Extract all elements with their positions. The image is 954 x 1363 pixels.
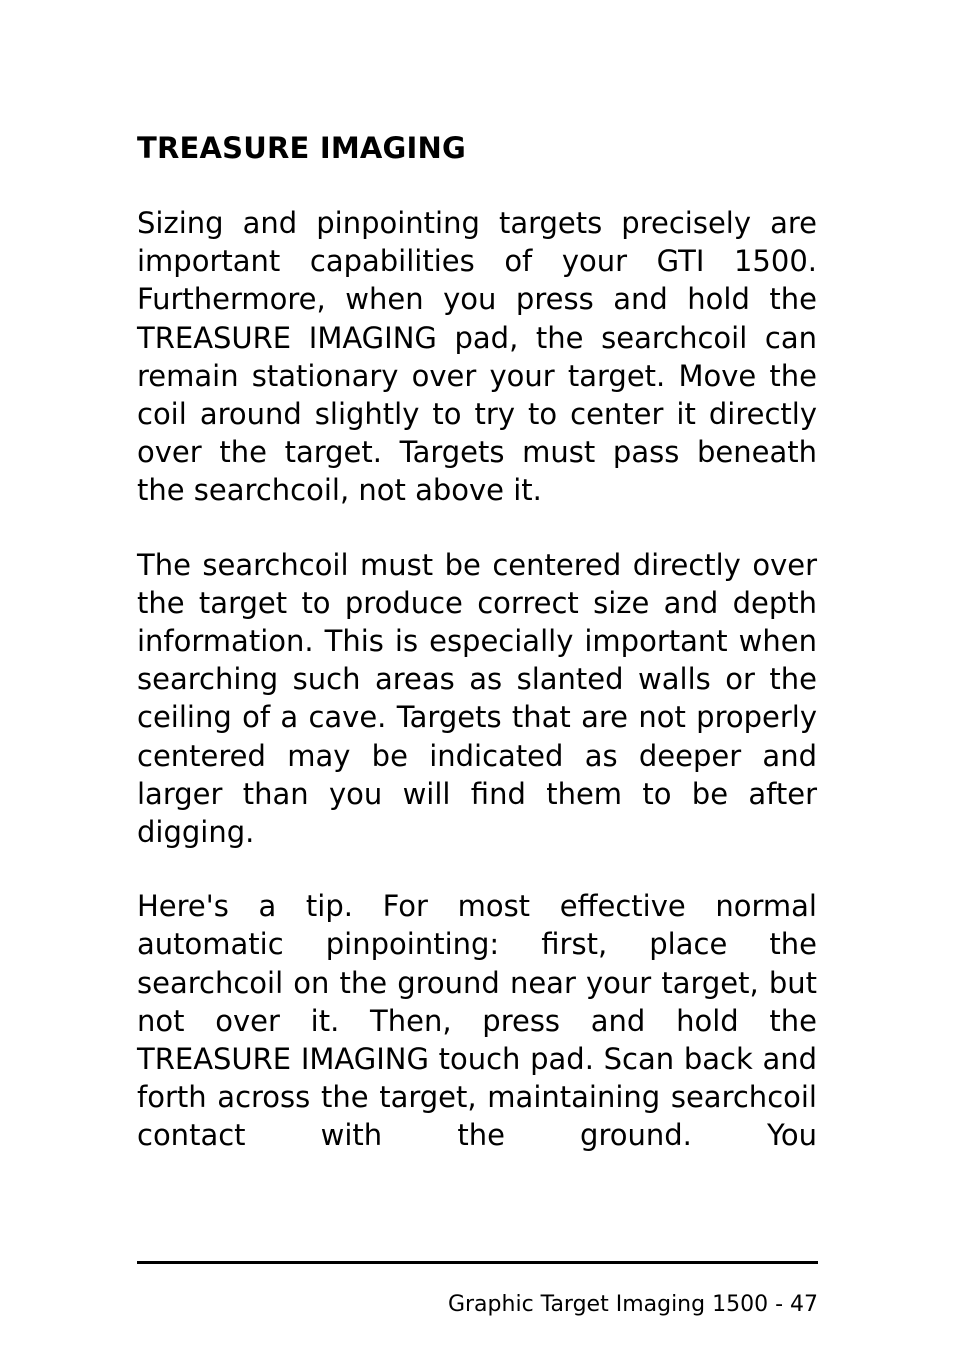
page-footer: Graphic Target Imaging 1500 - 47 xyxy=(447,1292,818,1317)
body-paragraph-2: The searchcoil must be centered directly over the target to produce correct size and depth information. This is especially important when searching such areas as slanted walls or the ceiling of a cave. Targets that are not properly centered may be indicated as deeper and larger than you will find them to be after digging. xyxy=(137,547,817,850)
section-heading: TREASURE IMAGING xyxy=(137,131,466,165)
body-paragraph-1: Sizing and pinpointing targets precisely are important capabilities of your GTI 1500. Furthermore, when you press and hold the TREASURE IMAGING pad, the searchcoil can remain stationary over your target. Move the coil around slightly to try to center it directly over the target. Targets must pass beneath the searchcoil, not above it. xyxy=(137,206,817,508)
body-paragraph-3: Here's a tip. For most effective normal automatic pinpointing: first, place the searchcoil on the ground near your target, but not over it. Then, press and hold the TREASURE IMAGING touch pad. Scan back and forth across the target, maintaining searchcoil contact with the ground. You xyxy=(137,889,817,1153)
page-content xyxy=(137,128,817,1155)
footer-divider xyxy=(137,1261,818,1264)
